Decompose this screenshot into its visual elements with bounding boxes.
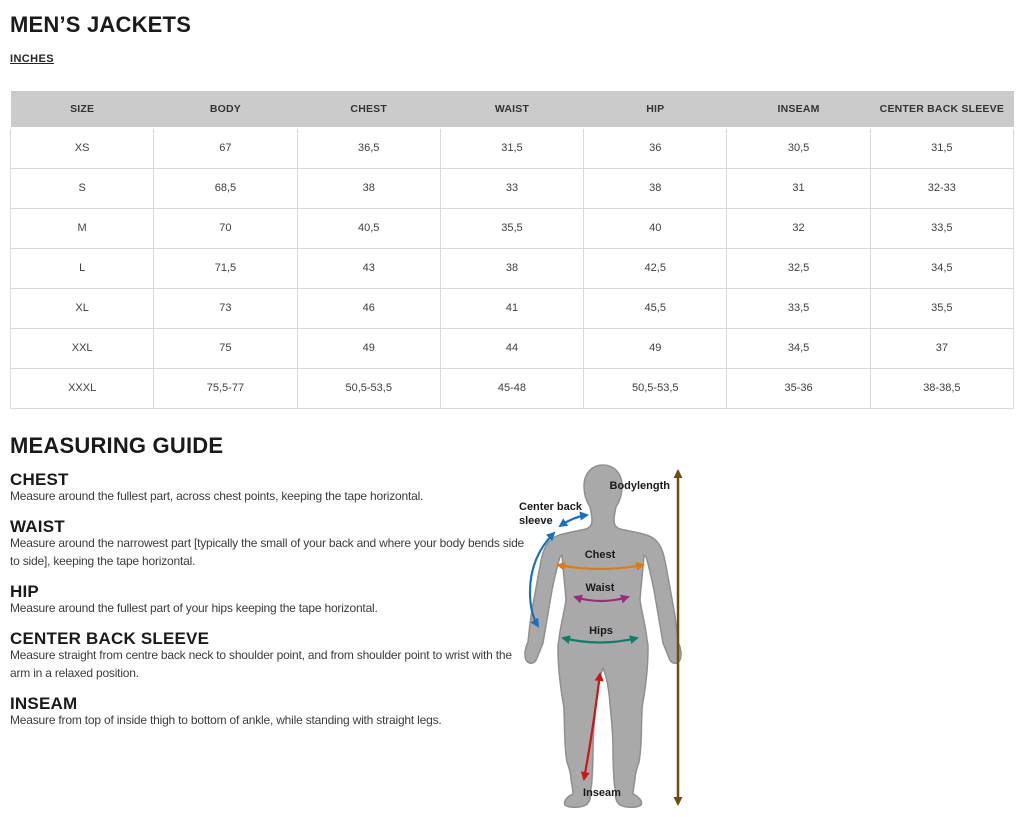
measurement-cell: 42,5 — [584, 248, 727, 288]
measuring-guide-title: MEASURING GUIDE — [10, 432, 224, 458]
measurement-cell: 34,5 — [870, 248, 1013, 288]
measurement-cell: 33 — [440, 168, 583, 208]
guide-section-title: WAIST — [10, 516, 65, 536]
table-row — [11, 288, 1014, 328]
size-cell: S — [11, 168, 154, 208]
size-cell: XL — [11, 288, 154, 328]
measurement-cell: 73 — [154, 288, 297, 328]
table-row — [11, 328, 1014, 368]
measurement-cell: 70 — [154, 208, 297, 248]
inches-unit-link[interactable]: INCHES — [10, 53, 54, 65]
table-row — [11, 248, 1014, 288]
measurement-cell: 33,5 — [870, 208, 1013, 248]
measurement-cell: 31 — [727, 168, 870, 208]
column-header: INSEAM — [727, 91, 870, 128]
hips-label: Hips — [589, 624, 613, 637]
measurement-cell: 40 — [584, 208, 727, 248]
column-header: CENTER BACK SLEEVE — [870, 91, 1013, 128]
measurement-cell: 30,5 — [727, 128, 870, 168]
measurement-cell: 71,5 — [154, 248, 297, 288]
measurement-cell: 32 — [727, 208, 870, 248]
measurement-cell: 33,5 — [727, 288, 870, 328]
measurement-cell: 45-48 — [440, 368, 583, 408]
guide-section — [10, 469, 515, 505]
table-row — [11, 128, 1014, 168]
measurement-cell: 31,5 — [870, 128, 1013, 168]
measurement-cell: 49 — [297, 328, 440, 368]
size-table — [10, 91, 1014, 409]
size-cell: M — [11, 208, 154, 248]
center-back-sleeve-label-line2: sleeve — [519, 514, 553, 527]
measuring-guide — [10, 432, 1014, 799]
guide-section — [10, 628, 515, 682]
measurement-cell: 43 — [297, 248, 440, 288]
measurement-cell: 38 — [440, 248, 583, 288]
size-cell: XXXL — [11, 368, 154, 408]
size-cell: XS — [11, 128, 154, 168]
column-header: WAIST — [440, 91, 583, 128]
measurement-cell: 35,5 — [440, 208, 583, 248]
chest-label: Chest — [584, 548, 616, 561]
guide-section-text-line: Measure from top of inside thigh to bottom of ankle, while standing with straight legs. — [10, 712, 442, 727]
measurement-cell: 36 — [584, 128, 727, 168]
measurement-cell: 40,5 — [297, 208, 440, 248]
page-title: MEN’S JACKETS — [10, 12, 192, 37]
column-header: CHEST — [297, 91, 440, 128]
size-table-header — [11, 91, 1014, 128]
measurement-cell: 38 — [297, 168, 440, 208]
measurement-cell: 38 — [584, 168, 727, 208]
size-cell: XXL — [11, 328, 154, 368]
center-back-sleeve-arrow-neck — [560, 515, 587, 526]
guide-section-title: INSEAM — [10, 693, 78, 713]
guide-section-title: HIP — [10, 581, 39, 601]
guide-section-text-line: Measure around the narrowest part [typically the small of your back and where your body bends side — [10, 535, 525, 550]
measurement-cell: 46 — [297, 288, 440, 328]
waist-label: Waist — [585, 581, 615, 594]
measurement-cell: 35-36 — [727, 368, 870, 408]
measurement-cell: 75,5-77 — [154, 368, 297, 408]
guide-section — [10, 581, 515, 617]
column-header: HIP — [584, 91, 727, 128]
guide-section — [10, 516, 525, 570]
measurement-cell: 34,5 — [727, 328, 870, 368]
guide-section-text-line: arm in a relaxed position. — [10, 665, 139, 680]
guide-section — [10, 693, 515, 729]
guide-section-text-line: Measure around the fullest part, across chest points, keeping the tape horizontal. — [10, 488, 424, 503]
measurement-cell: 67 — [154, 128, 297, 168]
inseam-label: Inseam — [583, 786, 621, 799]
table-row — [11, 208, 1014, 248]
guide-sections — [10, 469, 525, 729]
table-row — [11, 368, 1014, 408]
table-row — [11, 168, 1014, 208]
measurement-cell: 37 — [870, 328, 1013, 368]
measurement-cell: 38-38,5 — [870, 368, 1013, 408]
measurement-cell: 44 — [440, 328, 583, 368]
guide-section-text-line: Measure around the fullest part of your hips keeping the tape horizontal. — [10, 600, 378, 615]
measurement-cell: 41 — [440, 288, 583, 328]
guide-section-text-line: Measure straight from centre back neck to shoulder point, and from shoulder point to wrist with the — [10, 647, 512, 662]
measurement-cell: 45,5 — [584, 288, 727, 328]
measurement-cell: 75 — [154, 328, 297, 368]
measurement-cell: 32-33 — [870, 168, 1013, 208]
size-table-body — [11, 128, 1014, 408]
guide-section-title: CENTER BACK SLEEVE — [10, 628, 210, 648]
measurement-cell: 49 — [584, 328, 727, 368]
guide-section-text-line: to side], keeping the tape horizontal. — [10, 553, 196, 568]
size-cell: L — [11, 248, 154, 288]
measurement-cell: 68,5 — [154, 168, 297, 208]
column-header: BODY — [154, 91, 297, 128]
measurement-cell: 32,5 — [727, 248, 870, 288]
column-header: SIZE — [11, 91, 154, 128]
measurement-cell: 35,5 — [870, 288, 1013, 328]
guide-section-title: CHEST — [10, 469, 69, 489]
measurement-cell: 50,5-53,5 — [297, 368, 440, 408]
header-row — [11, 91, 1014, 128]
body-diagram — [510, 454, 710, 817]
measurement-cell: 31,5 — [440, 128, 583, 168]
center-back-sleeve-label: Center back — [519, 500, 582, 513]
bodylength-label: Bodylength — [609, 479, 670, 492]
measurement-cell: 36,5 — [297, 128, 440, 168]
measurement-cell: 50,5-53,5 — [584, 368, 727, 408]
